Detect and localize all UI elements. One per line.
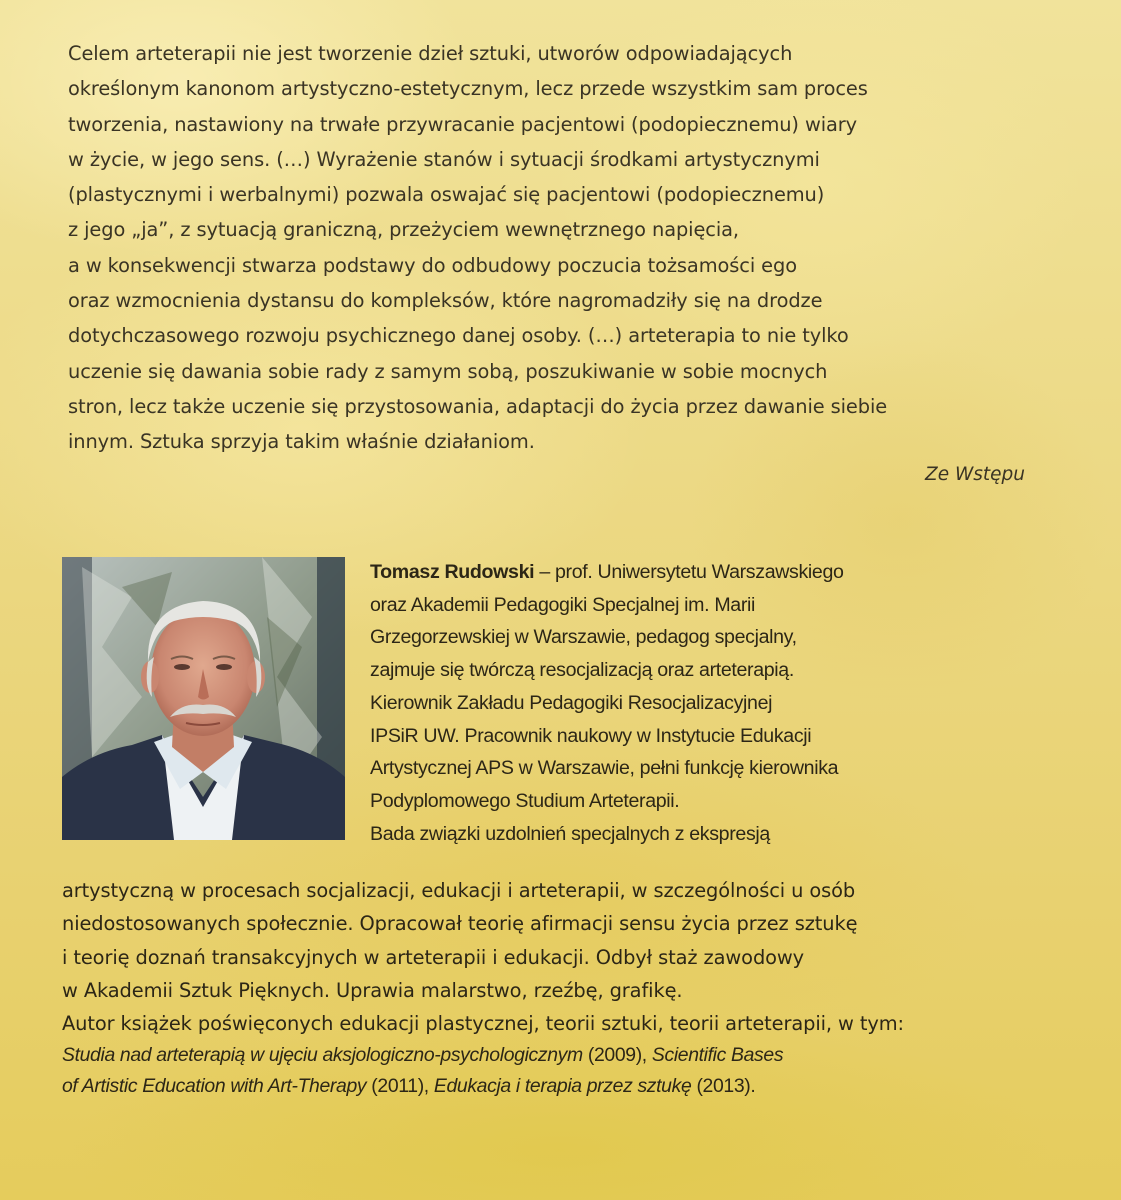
work-title: Edukacja i terapia przez sztukę xyxy=(433,1075,692,1098)
work-title: of Artistic Education with Art-Therapy xyxy=(62,1075,367,1098)
portrait-image-icon xyxy=(62,557,345,840)
quote-line: tworzenia, nastawiony na trwałe przywracanie pacjentowi (podopiecznemu) wiary xyxy=(68,112,858,136)
work-title: Studia nad arteterapią w ujęciu aksjologiczno-psychologicznym xyxy=(62,1044,583,1067)
author-name: Tomasz Rudowski xyxy=(370,561,535,583)
works-intro: Autor książek poświęconych edukacji plastycznej, teorii sztuki, teorii arteterapii, w tym: xyxy=(62,1012,904,1036)
quote-source: Ze Wstępu xyxy=(925,464,1025,485)
quote-line: z jego „ja”, z sytuacją graniczną, przeżyciem wewnętrznego napięcia, xyxy=(68,218,739,242)
author-research xyxy=(62,874,1042,1102)
bio-line: IPSiR UW. Pracownik naukowy w Instytucie Edukacji xyxy=(370,724,812,747)
research-line: Bada związki uzdolnień specjalnych z ekspresją xyxy=(370,822,770,845)
bio-line-heading xyxy=(370,556,1030,589)
bio-line: zajmuje się twórczą resocjalizacją oraz arteterapią. xyxy=(370,659,794,682)
bio-line: Grzegorzewskiej w Warszawie, pedagog specjalny, xyxy=(370,626,797,649)
quote-line: Celem arteterapii nie jest tworzenie dzieł sztuki, utworów odpowiadających xyxy=(68,42,793,65)
quote-line: uczenie się dawania sobie rady z samym sobą, poszukiwanie w sobie mocnych xyxy=(68,359,828,383)
works-line xyxy=(62,1040,1042,1071)
work-year: (2011), xyxy=(366,1075,434,1098)
quote-line: innym. Sztuka sprzyja takim właśnie działaniom. xyxy=(68,430,535,454)
author-bio xyxy=(370,556,1030,850)
author-photo xyxy=(62,557,345,840)
quote-line: oraz wzmocnienia dystansu do kompleksów, które nagromadziły się na drodze xyxy=(68,289,823,313)
research-line: artystyczną w procesach socjalizacji, edukacji i arteterapii, w szczególności u osób xyxy=(62,879,856,902)
bio-line: Artystycznej APS w Warszawie, pełni funkcję kierownika xyxy=(370,757,839,780)
work-title: Scientific Bases xyxy=(651,1044,784,1067)
bio-line: Podyplomowego Studium Arteterapii. xyxy=(370,789,680,812)
quote-line: a w konsekwencji stwarza podstawy do odbudowy poczucia tożsamości ego xyxy=(68,253,797,277)
quote-line: określonym kanonom artystyczno-estetycznym, lecz przede wszystkim sam proces xyxy=(68,77,868,101)
quote-line: w życie, w jego sens. (…) Wyrażenie stanów i sytuacji środkami artystycznymi xyxy=(68,147,820,171)
intro-quote xyxy=(68,36,1028,485)
quote-line: dotychczasowego rozwoju psychicznego danej osoby. (…) arteterapia to nie tylko xyxy=(68,324,849,348)
bio-line: Kierownik Zakładu Pedagogiki Resocjalizacyjnej xyxy=(370,691,773,714)
works-line xyxy=(62,1071,1042,1102)
work-year: (2013). xyxy=(691,1075,756,1098)
research-line: i teorię doznań transakcyjnych w arteterapii i edukacji. Odbył staż zawodowy xyxy=(62,945,805,969)
quote-line: (plastycznymi i werbalnymi) pozwala oswajać się pacjentowi (podopiecznemu) xyxy=(68,183,825,207)
research-line: niedostosowanych społecznie. Opracował teorię afirmacji sensu życia przez sztukę xyxy=(62,912,858,936)
author-title: – prof. Uniwersytetu Warszawskiego xyxy=(534,561,844,583)
quote-line: stron, lecz także uczenie się przystosowania, adaptacji do życia przez dawanie siebie xyxy=(68,394,888,418)
bio-line: oraz Akademii Pedagogiki Specjalnej im. Marii xyxy=(370,593,756,616)
work-year: (2009), xyxy=(582,1044,652,1067)
research-line: w Akademii Sztuk Pięknych. Uprawia malarstwo, rzeźbę, grafikę. xyxy=(62,978,683,1002)
